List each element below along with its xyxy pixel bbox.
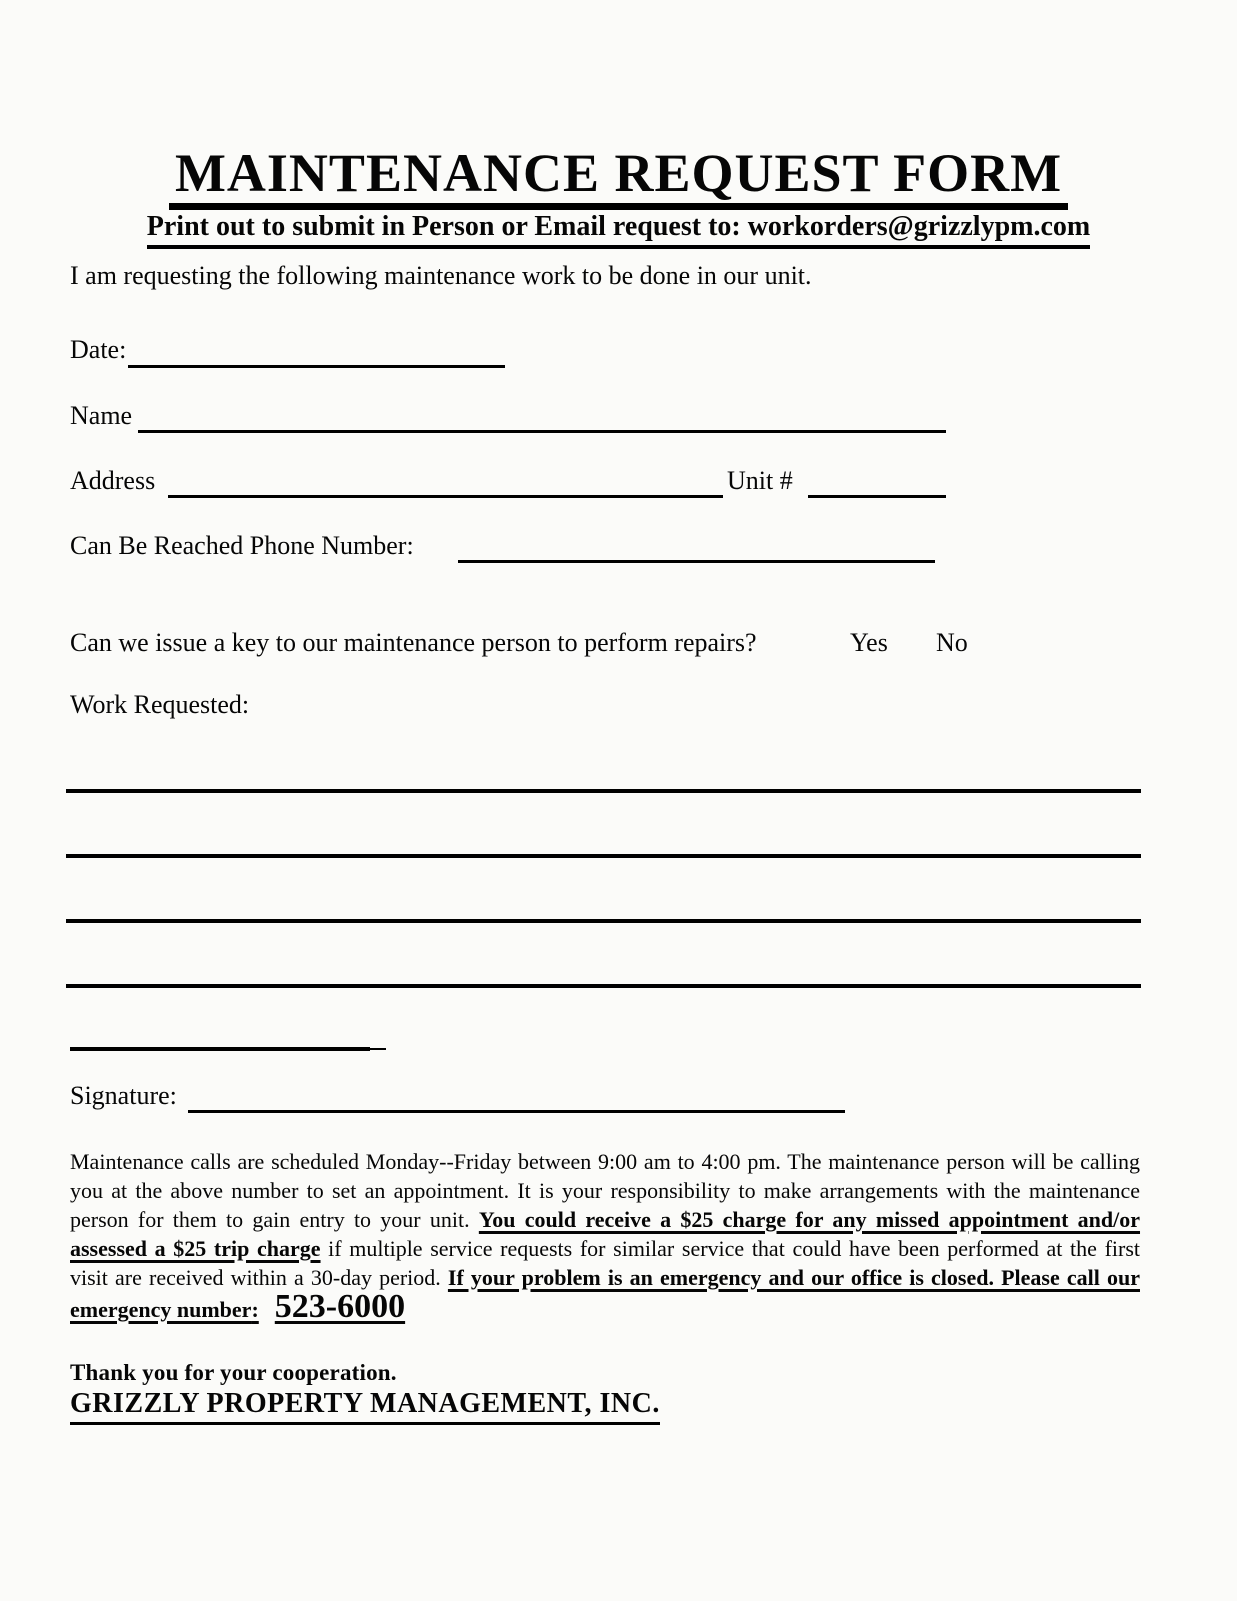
name-label: Name bbox=[70, 401, 133, 430]
phone-label: Can Be Reached Phone Number: bbox=[70, 531, 414, 560]
page-title: MAINTENANCE REQUEST FORM bbox=[169, 146, 1068, 210]
date-input-line[interactable] bbox=[128, 365, 505, 368]
maintenance-notice-paragraph bbox=[70, 1147, 1140, 1324]
emergency-phone-number: 523-6000 bbox=[274, 1288, 406, 1325]
phone-input-line[interactable] bbox=[458, 560, 935, 563]
work-requested-line-2[interactable] bbox=[66, 854, 1141, 858]
notice-emergency-warning: If your problem is an emergency and our office is closed. Please call our emergency number: 523-6000 bbox=[70, 1265, 1140, 1325]
address-label: Address bbox=[70, 466, 156, 495]
unit-number-label: Unit # bbox=[727, 466, 793, 495]
signature-label: Signature: bbox=[70, 1081, 177, 1110]
name-input-line[interactable] bbox=[138, 430, 946, 433]
notice-text-1: Maintenance calls are scheduled Monday--Friday between 9:00 am to 4:00 pm. The maintenance person will be calling you at the above number to set an appointment. It is your responsibility to make arrangements with the maintenance person for them to gain entry to your unit. bbox=[70, 1149, 1140, 1232]
subheader bbox=[0, 211, 1237, 249]
notice-charge-warning: You could receive a $25 charge for any missed appointment and/or assessed a $25 trip charge bbox=[70, 1207, 1141, 1261]
work-requested-line-5[interactable] bbox=[70, 1047, 370, 1051]
key-no-option[interactable]: No bbox=[936, 628, 968, 657]
address-input-line[interactable] bbox=[168, 495, 723, 498]
work-requested-line-5-tail bbox=[370, 1048, 386, 1050]
page-subtitle: Print out to submit in Person or Email request to: workorders@grizzlypm.com bbox=[147, 211, 1090, 249]
intro-text: I am requesting the following maintenance work to be done in our unit. bbox=[70, 261, 812, 290]
date-label: Date: bbox=[70, 335, 127, 364]
notice-text-2: if multiple service requests for similar service that could have been performed at the first visit are received within a 30-day period. bbox=[70, 1236, 1141, 1290]
key-question-label: Can we issue a key to our maintenance person to perform repairs? bbox=[70, 628, 757, 657]
work-requested-line-3[interactable] bbox=[66, 919, 1141, 923]
header bbox=[0, 143, 1237, 210]
work-requested-line-1[interactable] bbox=[66, 789, 1141, 793]
key-yes-option[interactable]: Yes bbox=[850, 628, 888, 657]
unit-number-input-line[interactable] bbox=[808, 495, 946, 498]
signature-input-line[interactable] bbox=[188, 1110, 845, 1113]
company-name: GRIZZLY PROPERTY MANAGEMENT, INC. bbox=[70, 1388, 660, 1425]
work-requested-label: Work Requested: bbox=[70, 690, 250, 719]
thanks-text: Thank you for your cooperation. bbox=[70, 1360, 397, 1385]
work-requested-line-4[interactable] bbox=[66, 984, 1141, 988]
